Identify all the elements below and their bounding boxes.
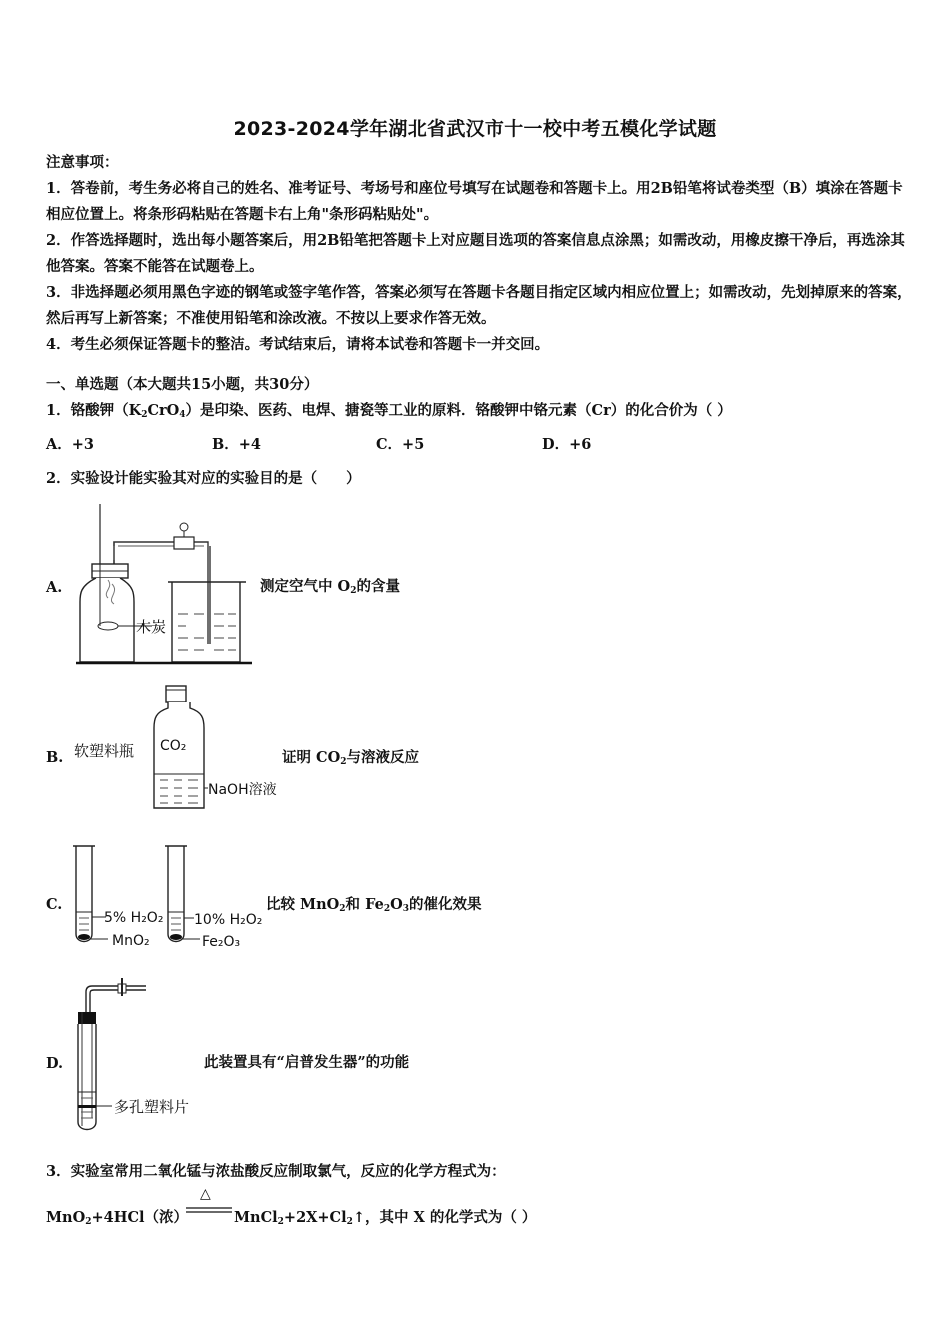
q2-c-text: 比较 MnO$_2$和 $Fe_2O_3$的催化效果 — [266, 896, 482, 914]
notice-heading: 注意事项： — [46, 154, 119, 171]
section-heading: 一、单选题（本大题共15小题，共30分） — [46, 376, 319, 393]
notice-item-3: 3．非选择题必须用黑色字迹的钢笔或签字笔作答，答案必须写在答题卡各题目指定区域内相应位置上；如需改动，先划掉原来的答案，然后再写上新答案；不准使用铅笔和涂改液。不按以上要求作答无效。 — [46, 284, 912, 327]
q1-option-b: B．+4 — [212, 436, 261, 453]
q1-option-a: A．+3 — [46, 436, 94, 453]
q2-c-fig-r1: 10% H₂O₂ — [194, 912, 263, 928]
q2-d-label: D. — [46, 1055, 64, 1072]
q2-a-fig-label: 木炭 — [136, 618, 167, 636]
q2-b-fig-bottle: 软塑料瓶 — [74, 742, 135, 760]
q2-c-fig-r2: Fe₂O₃ — [202, 934, 241, 950]
q2-d-fig-label: 多孔塑料片 — [114, 1098, 190, 1116]
notice-block — [46, 150, 916, 358]
q2-a-figure — [74, 502, 254, 668]
q2-b-label: B. — [46, 749, 64, 766]
q2-b-figure — [72, 684, 292, 814]
q1-option-d: D．+6 — [542, 436, 592, 453]
q1-stem: 1．铬酸钾$(K_2CrO_4)$是印染、医药、电焊、搪瓷等工业的原料．铬酸钾中铬元素（Cr）的化合价为（ ） — [46, 402, 732, 420]
q2-stem: 2．实验设计能实验其对应的实验目的是（ ） — [46, 470, 361, 487]
q1-option-c: C．+5 — [376, 436, 425, 453]
q3-equation-right: $MnCl_2+2X+Cl_2↑$，其中 X 的化学式为（ ） — [234, 1209, 537, 1227]
q2-b-fig-gas: CO₂ — [160, 738, 187, 754]
q2-b-fig-solution: NaOH溶液 — [208, 782, 277, 798]
notice-item-1: 1．答卷前，考生务必将自己的姓名、准考证号、考场号和座位号填写在试题卷和答题卡上。用2B铅笔将试卷类型（B）填涂在答题卡相应位置上。将条形码粘贴在答题卡右上角"条形码粘贴处"。 — [46, 180, 903, 223]
q3-equation-arrow — [186, 1206, 232, 1216]
q2-a-label: A. — [46, 579, 63, 596]
page-title: 2023-2024学年湖北省武汉市十一校中考五模化学试题 — [233, 118, 717, 140]
q3-stem: 3．实验室常用二氧化锰与浓盐酸反应制取氯气，反应的化学方程式为： — [46, 1163, 506, 1180]
q3-heat-symbol: △ — [200, 1186, 211, 1202]
q2-b-text: 证明 $CO_2$与溶液反应 — [282, 749, 419, 767]
q2-d-figure — [70, 976, 220, 1136]
notice-item-4: 4．考生必须保证答题卡的整洁。考试结束后，请将本试卷和答题卡一并交回。 — [46, 336, 550, 353]
q2-c-fig-l1: 5% H₂O₂ — [104, 910, 164, 926]
q2-c-label: C. — [46, 896, 63, 913]
q3-equation-left: MnO$_2$+4HCl（浓） — [46, 1209, 188, 1227]
q2-d-text: 此装置具有“启普发生器”的功能 — [204, 1054, 410, 1071]
q2-c-fig-l2: MnO₂ — [112, 933, 150, 949]
q2-a-text: 测定空气中 $O_2$的含量 — [260, 578, 400, 596]
notice-item-2: 2．作答选择题时，选出每小题答案后，用2B铅笔把答题卡上对应题目选项的答案信息点涂黑；如需改动，用橡皮擦干净后，再选涂其他答案。答案不能答在试题卷上。 — [46, 232, 905, 275]
q2-c-figure — [70, 842, 270, 952]
